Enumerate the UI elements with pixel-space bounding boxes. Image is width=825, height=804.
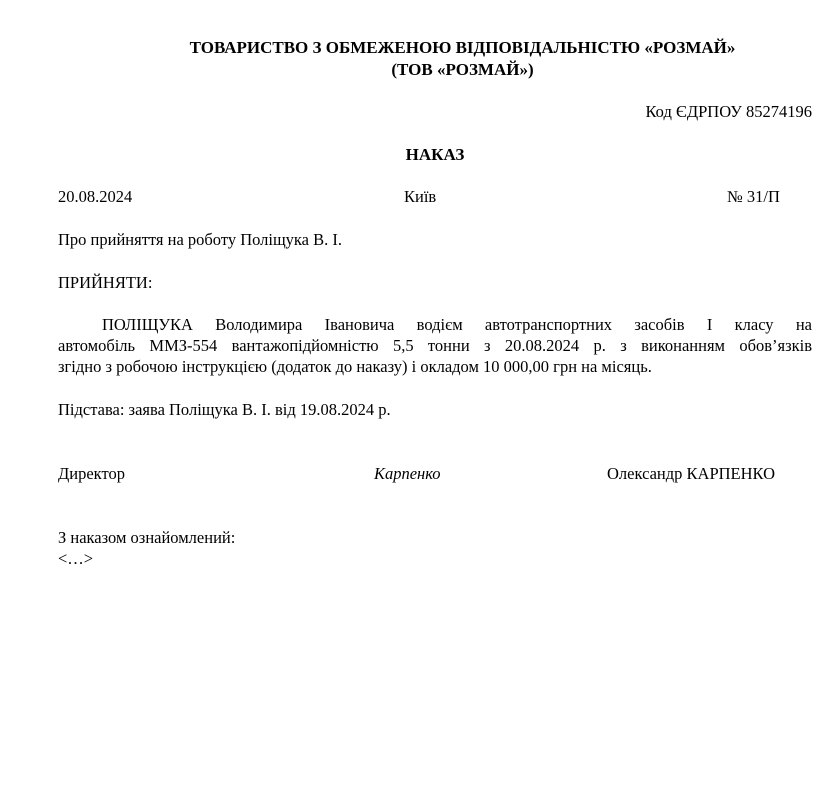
acknowledgement-label: З наказом ознайомлений: (58, 528, 236, 547)
document-subject: Про прийняття на роботу Поліщука В. І. (58, 230, 343, 249)
acknowledgement-placeholder: <…> (58, 549, 94, 568)
order-body-line: автомобіль ММЗ-554 вантажопідйомністю 5,5 тонни з 20.08.2024 р. з виконанням обов’язків (58, 336, 812, 355)
handwritten-signature: Карпенко (374, 464, 441, 483)
edrpou-code: Код ЄДРПОУ 85274196 (645, 102, 812, 121)
order-basis: Підстава: заява Поліщука В. І. від 19.08.2024 р. (58, 400, 391, 419)
signatory-name: Олександр КАРПЕНКО (607, 464, 776, 483)
document-city: Київ (404, 187, 437, 206)
organization-short-name: (ТОВ «РОЗМАЙ») (391, 60, 534, 79)
order-body-line: ПОЛІЩУКА Володимира Івановича водієм автотранспортних засобів І класу на (102, 315, 812, 334)
order-verb: ПРИЙНЯТИ: (58, 273, 153, 292)
order-body (58, 314, 812, 377)
document-number: № 31/П (727, 187, 780, 206)
signatory-position: Директор (58, 464, 125, 483)
document-date: 20.08.2024 (58, 187, 133, 206)
document-title: НАКАЗ (405, 145, 465, 164)
organization-name: ТОВАРИСТВО З ОБМЕЖЕНОЮ ВІДПОВІДАЛЬНІСТЮ «РОЗМАЙ» (189, 38, 736, 57)
order-body-line: згідно з робочою інструкцією (додаток до наказу) і окладом 10 000,00 грн на місяць. (58, 357, 652, 376)
